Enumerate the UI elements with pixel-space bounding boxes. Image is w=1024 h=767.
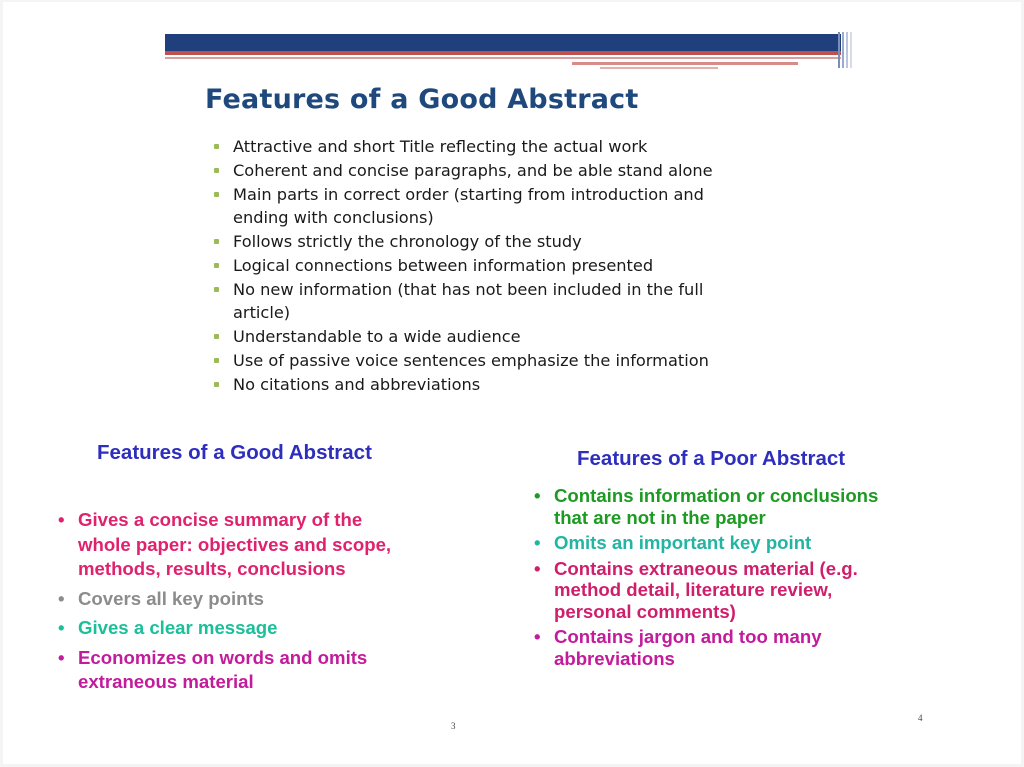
list-item-text: Use of passive voice sentences emphasize the information xyxy=(233,351,709,370)
header-band-red-thin xyxy=(165,57,841,59)
header-band-stripe xyxy=(846,32,848,68)
header-band-blue xyxy=(165,34,841,51)
list-item xyxy=(534,558,954,623)
header-band-accent-1 xyxy=(572,62,798,65)
list-item-text: Economizes on words and omits xyxy=(78,646,368,668)
page-number-left: 3 xyxy=(451,721,456,731)
list-item xyxy=(58,508,478,582)
bullet-icon xyxy=(214,192,219,197)
list-item-text: Gives a concise summary of the xyxy=(78,509,363,530)
list-item xyxy=(534,626,954,669)
list-item xyxy=(58,616,478,641)
bullet-icon: • xyxy=(58,587,65,609)
list-item xyxy=(214,278,814,324)
list-item-text: personal comments) xyxy=(554,600,736,622)
bullet-icon: • xyxy=(58,617,65,638)
bullet-icon xyxy=(214,382,219,387)
list-item-text: Contains jargon and too many xyxy=(554,626,822,647)
bullet-icon xyxy=(214,263,219,268)
bullet-icon: • xyxy=(58,646,65,668)
list-item-text: that are not in the paper xyxy=(554,506,766,528)
list-item-text: Attractive and short Title reflecting the actual work xyxy=(233,137,648,156)
poor-abstract-title: Features of a Poor Abstract xyxy=(577,447,846,470)
top-bullet-list xyxy=(214,135,814,396)
list-item-text: No citations and abbreviations xyxy=(233,375,481,394)
bullet-icon xyxy=(214,287,219,292)
list-item xyxy=(58,587,478,612)
list-item xyxy=(58,646,478,695)
page-title: Features of a Good Abstract xyxy=(205,84,639,115)
bullet-icon: • xyxy=(534,557,541,579)
bullet-icon xyxy=(214,334,219,339)
header-band-red xyxy=(165,51,841,55)
header-band-stripe xyxy=(850,32,852,68)
list-item xyxy=(214,159,814,182)
list-item xyxy=(214,230,814,253)
list-item-text: Gives a clear message xyxy=(78,617,278,638)
bullet-icon xyxy=(214,239,219,244)
list-item xyxy=(214,325,814,348)
list-item-text: whole paper: objectives and scope, xyxy=(78,533,392,555)
list-item xyxy=(214,183,814,229)
list-item xyxy=(534,532,954,554)
list-item-text: No new information (that has not been included in the full xyxy=(233,280,704,299)
bullet-icon: • xyxy=(534,626,541,647)
good-abstract-list xyxy=(58,508,478,695)
list-item xyxy=(214,373,814,396)
list-item-text: Omits an important key point xyxy=(554,532,812,553)
list-item-text: Coherent and concise paragraphs, and be able stand alone xyxy=(233,161,713,180)
bullet-icon: • xyxy=(534,532,541,553)
list-item xyxy=(214,135,814,158)
list-item-text: Main parts in correct order (starting from introduction and xyxy=(233,185,704,204)
list-item xyxy=(214,254,814,277)
list-item-text: Covers all key points xyxy=(78,587,265,609)
page-number-right: 4 xyxy=(918,713,923,723)
list-item-text: Logical connections between information presented xyxy=(233,256,654,275)
header-band-stripe xyxy=(838,32,840,68)
list-item-text: abbreviations xyxy=(554,647,675,669)
list-item-text: extraneous material xyxy=(78,671,254,692)
list-item-text: Understandable to a wide audience xyxy=(233,327,521,346)
bullet-icon xyxy=(214,358,219,363)
bullet-icon: • xyxy=(534,485,541,506)
list-item xyxy=(534,485,954,528)
poor-abstract-list xyxy=(534,485,954,669)
list-item-text: ending with conclusions) xyxy=(233,208,434,227)
good-abstract-title: Features of a Good Abstract xyxy=(97,441,372,464)
list-item-text: methods, results, conclusions xyxy=(78,558,346,579)
list-item-text: Contains information or conclusions xyxy=(554,485,879,506)
bullet-icon xyxy=(214,168,219,173)
list-item xyxy=(214,349,814,372)
list-item-text: Follows strictly the chronology of the study xyxy=(233,232,582,251)
bullet-icon: • xyxy=(58,509,65,530)
list-item-text: Contains extraneous material (e.g. xyxy=(554,557,858,579)
header-band-accent-2 xyxy=(600,67,718,69)
list-item-text: article) xyxy=(233,303,291,322)
bullet-icon xyxy=(214,144,219,149)
header-band-stripe xyxy=(842,32,844,68)
list-item-text: method detail, literature review, xyxy=(554,579,833,600)
